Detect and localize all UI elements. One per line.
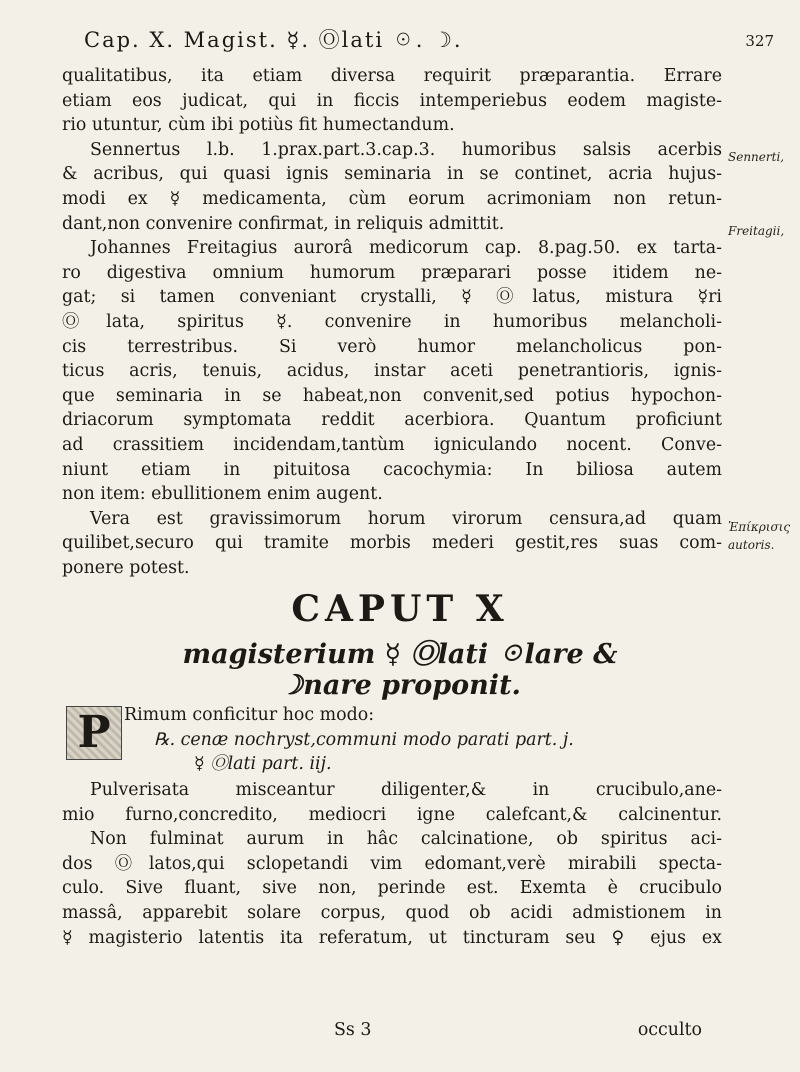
- recipe: [124, 703, 722, 777]
- text-line: ☿ magisterio latentis ita referatum, ut tincturam seu ♀ ejus ex: [62, 927, 722, 948]
- text-line: qualitatibus, ita etiam diversa requirit præparantia. Errare: [62, 66, 722, 86]
- page-footer: [62, 1020, 722, 1044]
- text-line: etiam eos judicat, qui in ficcis intemperiebus eodem magiste-: [62, 90, 722, 111]
- text-line: Vera est gravissimorum horum virorum censura,ad quam: [90, 508, 722, 529]
- text-line: quilibet,securo qui tramite morbis mederi gestit,res suas com-: [62, 533, 722, 554]
- text-line: ponere potest.: [62, 557, 190, 578]
- text-line: ad crassitiem incidendam,tantùm igniculando nocent. Conve-: [62, 434, 722, 455]
- text-line: mio furno,concredito, mediocri igne calefcant,& calcinentur.: [62, 804, 722, 825]
- text-line: que seminaria in se habeat,non convenit,sed potius hypochon-: [62, 385, 722, 406]
- recipe-ingredient: ℞. cenæ nochryst,communi modo parati part. j.: [154, 729, 574, 750]
- initial-letter: P: [77, 707, 111, 758]
- text-line: Johannes Freitagius aurorâ medicorum cap. 8.pag.50. ex tarta-: [90, 238, 722, 259]
- chapter-heading: CAPUT X: [291, 588, 509, 630]
- text-line: rio utuntur, cùm ibi potiùs fit humectandum.: [62, 115, 455, 136]
- margin-note-autoris: autoris.: [728, 538, 775, 552]
- running-header: [84, 14, 774, 54]
- chapter-subtitle-1: magisterium ☿ Ⓞlati ☉lare &: [182, 639, 618, 670]
- text-line: niunt etiam in pituitosa cacochymia: In biliosa autem: [62, 459, 722, 480]
- margin-note-epikrisis: Ἐπίκρισις: [728, 520, 791, 534]
- chapter-subtitle-2: ☽nare proponit.: [279, 670, 521, 701]
- recipe-intro: Rimum conficitur hoc modo:: [124, 705, 375, 725]
- text-line: Non fulminat aurum in hâc calcinatione, ob spiritus aci-: [90, 829, 722, 850]
- paragraph-2: [62, 778, 722, 950]
- paragraph-1: [62, 64, 722, 580]
- text-line: Ⓞlata, spiritus ☿. convenire in humoribus melancholi-: [62, 311, 722, 332]
- text-line: Pulverisata misceantur diligenter,& in crucibulo,ane-: [90, 780, 722, 800]
- text-line: ticus acris, tenuis, acidus, instar aceti penetrantioris, ignis-: [62, 361, 722, 382]
- text-line: culo. Sive fluant, sive non, perinde est. Exemta è crucibulo: [62, 878, 722, 899]
- text-line: cis terrestribus. Si verò humor melancholicus pon-: [62, 336, 722, 357]
- running-title: Cap. X. Magist. ☿. Ⓞlati ☉. ☽.: [84, 28, 463, 52]
- text-line: dos Ⓞlatos,qui sclopetandi vim edomant,verè mirabili specta-: [62, 853, 722, 874]
- margin-note-sennerti: Sennerti,: [728, 150, 785, 164]
- text-line: & acribus, qui quasi ignis seminaria in se continet, acria hujus-: [62, 164, 722, 185]
- margin-note-freitagii: Freitagii,: [728, 224, 785, 238]
- text-line: ro digestiva omnium humorum præparari posse itidem ne-: [62, 262, 722, 283]
- text-line: Sennertus l.b. 1.prax.part.3.cap.3. humoribus salsis acerbis: [90, 139, 722, 160]
- signature-mark: Ss 3: [334, 1020, 372, 1040]
- ornamental-initial: [66, 706, 122, 760]
- text-line: modi ex ☿ medicamenta, cùm eorum acrimoniam non retun-: [62, 188, 722, 209]
- text-line: massâ, apparebit solare corpus, quod ob acidi admistionem in: [62, 902, 722, 923]
- catchword: occulto: [637, 1020, 702, 1040]
- text-line: gat; si tamen conveniant crystalli, ☿ Ⓞlatus, mistura ☿ri: [62, 287, 722, 308]
- recipe-ingredient: ☿ Ⓞlati part. iij.: [194, 754, 332, 775]
- text-line: dant,non convenire confirmat, in reliquis admittit.: [62, 213, 505, 234]
- text-line: non item: ebullitionem enim augent.: [62, 484, 383, 505]
- text-line: driacorum symptomata reddit acerbiora. Quantum proficiunt: [62, 410, 722, 431]
- page-number: 327: [745, 32, 774, 50]
